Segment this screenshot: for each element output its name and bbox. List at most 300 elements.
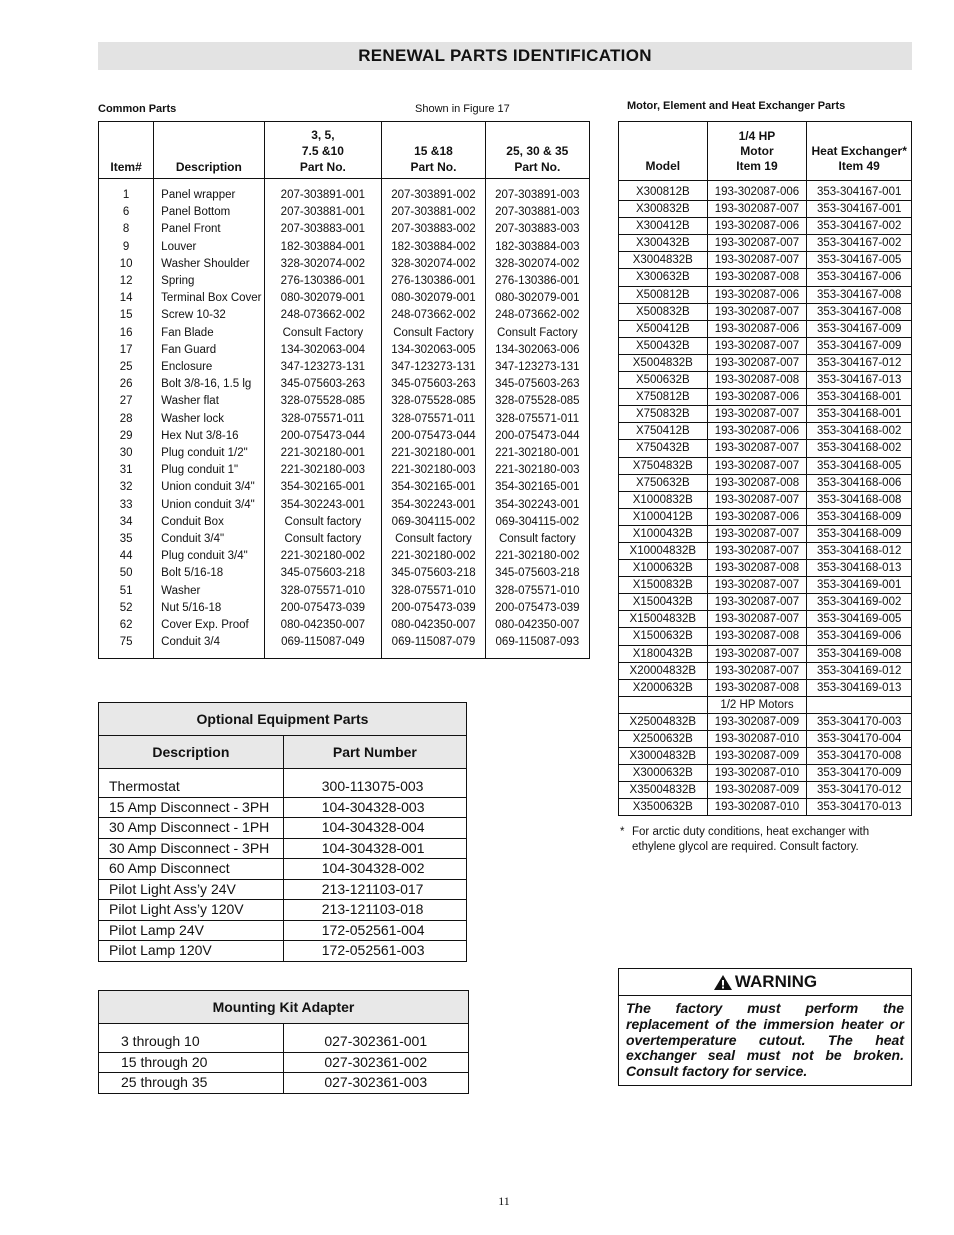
item-number: 29 [99, 428, 154, 445]
table-row [99, 239, 590, 256]
model-number: X300832B [619, 201, 708, 218]
motor-part-no: 193-302087-007 [707, 611, 807, 628]
motor-part-no: 193-302087-009 [707, 713, 807, 730]
table-row [99, 600, 590, 617]
part-description: Cover Exp. Proof [154, 617, 264, 634]
table-row [619, 491, 912, 508]
part-no-3-10: 221-302180-003 [264, 462, 382, 479]
table-row [619, 218, 912, 235]
part-no-3-10: 347-123273-131 [264, 359, 382, 376]
model-number: X15004832B [619, 611, 708, 628]
motor-parts-table [618, 121, 912, 816]
kit-size-range: 25 through 35 [99, 1073, 284, 1094]
table-row [619, 628, 912, 645]
model-number: X25004832B [619, 713, 708, 730]
heat-exchanger-part-no: 353-304168-009 [807, 525, 912, 542]
model-number: X2500632B [619, 731, 708, 748]
table-row [99, 634, 590, 659]
item-number: 12 [99, 273, 154, 290]
part-no-3-10: 354-302243-001 [264, 497, 382, 514]
item-number: 16 [99, 325, 154, 342]
motor-part-no: 193-302087-006 [707, 389, 807, 406]
part-no-3-10: 221-302180-001 [264, 445, 382, 462]
part-no-25-35: 200-075473-044 [485, 428, 589, 445]
heat-exchanger-part-no: 353-304168-005 [807, 457, 912, 474]
part-description: Panel Bottom [154, 204, 264, 221]
item-number: 17 [99, 342, 154, 359]
motor-part-no: 193-302087-007 [707, 457, 807, 474]
table-row [619, 286, 912, 303]
page-number: 11 [498, 1194, 510, 1208]
kit-part-number: 027-302361-001 [284, 1024, 469, 1053]
warning-title: WARNING [734, 972, 818, 991]
table-row [619, 577, 912, 594]
part-no-3-10: 328-302074-002 [264, 256, 382, 273]
part-no-3-10: Consult factory [264, 514, 382, 531]
motor-part-no: 193-302087-007 [707, 662, 807, 679]
part-description: Fan Guard [154, 342, 264, 359]
part-no-15-18: 080-302079-001 [382, 290, 485, 307]
part-no-15-18: 276-130386-001 [382, 273, 485, 290]
part-no-25-35: 345-075603-218 [485, 565, 589, 582]
table-row [619, 372, 912, 389]
part-no-25-35: 328-075528-085 [485, 393, 589, 410]
heat-exchanger-part-no: 353-304168-009 [807, 508, 912, 525]
table-row [619, 560, 912, 577]
option-part-number: 172-052561-003 [283, 941, 466, 962]
page-title: RENEWAL PARTS IDENTIFICATION [358, 46, 652, 65]
table-row [99, 900, 467, 921]
table-row [619, 782, 912, 799]
option-description: Thermostat [99, 769, 284, 798]
table-row [99, 204, 590, 221]
part-no-3-10: 345-075603-263 [264, 376, 382, 393]
part-description: Union conduit 3/4" [154, 479, 264, 496]
table-row [99, 221, 590, 238]
kit-size-range: 3 through 10 [99, 1024, 284, 1053]
heat-exchanger-part-no: 353-304167-012 [807, 354, 912, 371]
part-no-25-35: 134-302063-006 [485, 342, 589, 359]
model-number: X750632B [619, 474, 708, 491]
motor-part-no: 193-302087-007 [707, 491, 807, 508]
motor-part-no: 193-302087-009 [707, 748, 807, 765]
motor-part-no: 193-302087-010 [707, 765, 807, 782]
part-description: Panel wrapper [154, 179, 264, 205]
col-header: 1/4 HP Motor Item 19 [707, 122, 807, 181]
option-description: Pilot Light Ass’y 24V [99, 879, 284, 900]
table-row [99, 531, 590, 548]
mounting-kit-title: Mounting Kit Adapter [99, 991, 469, 1024]
part-no-15-18: 182-303884-002 [382, 239, 485, 256]
heat-exchanger-part-no: 353-304169-005 [807, 611, 912, 628]
page-banner [98, 42, 912, 70]
mounting-kit-table [98, 990, 469, 1094]
heat-exchanger-part-no: 353-304169-002 [807, 594, 912, 611]
item-number: 33 [99, 497, 154, 514]
option-description: 60 Amp Disconnect [99, 859, 284, 880]
heat-exchanger-part-no: 353-304170-003 [807, 713, 912, 730]
motor-part-no: 193-302087-009 [707, 782, 807, 799]
motor-part-no: 1/2 HP Motors [707, 696, 807, 713]
model-number: X1000412B [619, 508, 708, 525]
motor-parts-body [619, 181, 912, 816]
option-description: 30 Amp Disconnect - 1PH [99, 818, 284, 839]
part-no-15-18: 221-302180-002 [382, 548, 485, 565]
heat-exchanger-part-no: 353-304167-002 [807, 235, 912, 252]
part-description: Fan Blade [154, 325, 264, 342]
heat-exchanger-part-no: 353-304167-001 [807, 201, 912, 218]
model-number: X3004832B [619, 252, 708, 269]
table-row [99, 879, 467, 900]
option-part-number: 104-304328-002 [283, 859, 466, 880]
table-row [99, 342, 590, 359]
part-description: Washer Shoulder [154, 256, 264, 273]
part-no-25-35: 221-302180-001 [485, 445, 589, 462]
part-no-3-10: 221-302180-002 [264, 548, 382, 565]
part-description: Terminal Box Cover [154, 290, 264, 307]
motor-part-no: 193-302087-006 [707, 181, 807, 201]
model-number: X500412B [619, 320, 708, 337]
heat-exchanger-part-no: 353-304167-002 [807, 218, 912, 235]
item-number: 31 [99, 462, 154, 479]
common-parts-body [99, 179, 590, 659]
part-description: Washer lock [154, 411, 264, 428]
heat-exchanger-part-no: 353-304170-009 [807, 765, 912, 782]
motor-part-no: 193-302087-010 [707, 731, 807, 748]
model-number: X1500832B [619, 577, 708, 594]
table-row [619, 542, 912, 559]
part-no-3-10: Consult factory [264, 531, 382, 548]
kit-part-number: 027-302361-002 [284, 1052, 469, 1073]
item-number: 15 [99, 307, 154, 324]
table-row [619, 320, 912, 337]
part-no-15-18: 354-302243-001 [382, 497, 485, 514]
part-no-15-18: Consult Factory [382, 325, 485, 342]
optional-equipment-table [98, 702, 467, 962]
item-number: 26 [99, 376, 154, 393]
model-number: X10004832B [619, 542, 708, 559]
model-number: X750832B [619, 406, 708, 423]
part-no-3-10: 276-130386-001 [264, 273, 382, 290]
part-no-25-35: 200-075473-039 [485, 600, 589, 617]
part-no-3-10: 080-042350-007 [264, 617, 382, 634]
option-part-number: 104-304328-001 [283, 838, 466, 859]
table-row [619, 799, 912, 816]
part-no-25-35: 080-302079-001 [485, 290, 589, 307]
heat-exchanger-part-no: 353-304168-006 [807, 474, 912, 491]
heat-exchanger-part-no: 353-304169-006 [807, 628, 912, 645]
heat-exchanger-part-no: 353-304167-001 [807, 181, 912, 201]
item-number: 52 [99, 600, 154, 617]
item-number: 6 [99, 204, 154, 221]
part-no-25-35: 347-123273-131 [485, 359, 589, 376]
heat-exchanger-part-no: 353-304169-012 [807, 662, 912, 679]
part-no-15-18: 200-075473-044 [382, 428, 485, 445]
table-row [619, 269, 912, 286]
part-no-3-10: 248-073662-002 [264, 307, 382, 324]
part-description: Conduit 3/4" [154, 531, 264, 548]
option-description: 15 Amp Disconnect - 3PH [99, 797, 284, 818]
item-number: 10 [99, 256, 154, 273]
motor-part-no: 193-302087-006 [707, 218, 807, 235]
motor-part-no: 193-302087-008 [707, 474, 807, 491]
part-description: Hex Nut 3/8-16 [154, 428, 264, 445]
part-no-3-10: 207-303881-001 [264, 204, 382, 221]
part-description: Panel Front [154, 221, 264, 238]
model-number: X1500432B [619, 594, 708, 611]
part-no-3-10: 345-075603-218 [264, 565, 382, 582]
heat-exchanger-part-no: 353-304169-001 [807, 577, 912, 594]
optional-equipment-title: Optional Equipment Parts [99, 703, 467, 736]
motor-part-no: 193-302087-007 [707, 303, 807, 320]
table-row [99, 411, 590, 428]
option-part-number: 213-121103-018 [283, 900, 466, 921]
model-number: X1000632B [619, 560, 708, 577]
model-number: X1500632B [619, 628, 708, 645]
heat-exchanger-part-no: 353-304169-008 [807, 645, 912, 662]
part-description: Conduit Box [154, 514, 264, 531]
motor-part-no: 193-302087-007 [707, 201, 807, 218]
table-row [99, 1052, 469, 1073]
table-row [99, 376, 590, 393]
model-number: X300812B [619, 181, 708, 201]
warning-box [618, 968, 912, 1086]
part-no-15-18: 345-075603-218 [382, 565, 485, 582]
col-header: Item# [99, 122, 154, 179]
part-no-25-35: 207-303883-003 [485, 221, 589, 238]
col-header: Part Number [283, 736, 466, 769]
part-description: Union conduit 3/4" [154, 497, 264, 514]
item-number: 50 [99, 565, 154, 582]
option-description: Pilot Lamp 120V [99, 941, 284, 962]
model-number: X750412B [619, 423, 708, 440]
heat-exchanger-part-no [807, 696, 912, 713]
part-no-25-35: 248-073662-002 [485, 307, 589, 324]
model-number: X20004832B [619, 662, 708, 679]
model-number: X750432B [619, 440, 708, 457]
table-row [99, 548, 590, 565]
footnote-marker: * [620, 826, 625, 838]
table-row [99, 920, 467, 941]
table-row [619, 252, 912, 269]
motor-part-no: 193-302087-007 [707, 594, 807, 611]
table-row [99, 393, 590, 410]
table-row [99, 838, 467, 859]
item-number: 34 [99, 514, 154, 531]
option-part-number: 104-304328-003 [283, 797, 466, 818]
item-number: 9 [99, 239, 154, 256]
part-description: Plug conduit 3/4" [154, 548, 264, 565]
motor-part-no: 193-302087-007 [707, 354, 807, 371]
part-no-3-10: 069-115087-049 [264, 634, 382, 659]
model-number: X35004832B [619, 782, 708, 799]
item-number: 32 [99, 479, 154, 496]
heat-exchanger-part-no: 353-304170-012 [807, 782, 912, 799]
motor-part-no: 193-302087-010 [707, 799, 807, 816]
part-no-3-10: 207-303883-001 [264, 221, 382, 238]
part-description: Screw 10-32 [154, 307, 264, 324]
heat-exchanger-part-no: 353-304168-013 [807, 560, 912, 577]
part-description: Washer [154, 583, 264, 600]
part-description: Bolt 5/16-18 [154, 565, 264, 582]
table-row [99, 1073, 469, 1094]
motor-part-no: 193-302087-008 [707, 269, 807, 286]
item-number: 51 [99, 583, 154, 600]
table-row [619, 525, 912, 542]
table-row [619, 765, 912, 782]
motor-header-row [619, 122, 912, 181]
warning-header [619, 969, 911, 996]
part-no-25-35: 328-075571-010 [485, 583, 589, 600]
motor-part-no: 193-302087-006 [707, 508, 807, 525]
motor-part-no: 193-302087-007 [707, 645, 807, 662]
common-parts-table [98, 121, 590, 659]
table-row [99, 583, 590, 600]
part-no-25-35: 354-302165-001 [485, 479, 589, 496]
model-number: X7504832B [619, 457, 708, 474]
model-number: X300432B [619, 235, 708, 252]
item-number: 44 [99, 548, 154, 565]
mounting-kit-body [99, 1024, 469, 1094]
motor-part-no: 193-302087-007 [707, 440, 807, 457]
table-row [619, 201, 912, 218]
part-no-15-18: 069-115087-079 [382, 634, 485, 659]
part-no-25-35: 354-302243-001 [485, 497, 589, 514]
table-row [99, 462, 590, 479]
item-number: 62 [99, 617, 154, 634]
table-row [619, 406, 912, 423]
model-number: X500632B [619, 372, 708, 389]
item-number: 30 [99, 445, 154, 462]
part-no-3-10: 328-075571-011 [264, 411, 382, 428]
table-row [99, 818, 467, 839]
motor-part-no: 193-302087-007 [707, 406, 807, 423]
part-no-3-10: Consult Factory [264, 325, 382, 342]
model-number: X500832B [619, 303, 708, 320]
footnote-text: For arctic duty conditions, heat exchanger with ethylene glycol are required. Consult factory. [632, 826, 870, 853]
table-row [619, 440, 912, 457]
heat-exchanger-part-no: 353-304167-008 [807, 286, 912, 303]
part-no-3-10: 328-075528-085 [264, 393, 382, 410]
model-number: X2000632B [619, 679, 708, 696]
part-no-25-35: 328-075571-011 [485, 411, 589, 428]
table-row [99, 514, 590, 531]
model-number: X30004832B [619, 748, 708, 765]
part-no-15-18: 134-302063-005 [382, 342, 485, 359]
table-row [619, 713, 912, 730]
item-number: 75 [99, 634, 154, 659]
part-no-15-18: 328-075571-011 [382, 411, 485, 428]
option-description: Pilot Light Ass’y 120V [99, 900, 284, 921]
part-no-15-18: 248-073662-002 [382, 307, 485, 324]
part-no-3-10: 328-075571-010 [264, 583, 382, 600]
heat-exchanger-part-no: 353-304167-005 [807, 252, 912, 269]
model-number: X1000432B [619, 525, 708, 542]
table-row [619, 645, 912, 662]
part-no-15-18: 354-302165-001 [382, 479, 485, 496]
warning-text: The factory must perform the replacement of the immersion heater or overtemperature cutout. The heat exchanger seal must not be broken. Consult factory for service. [626, 1000, 904, 1080]
option-description: 30 Amp Disconnect - 3PH [99, 838, 284, 859]
part-no-3-10: 182-303884-001 [264, 239, 382, 256]
table-row [619, 611, 912, 628]
part-no-3-10: 200-075473-039 [264, 600, 382, 617]
table-row [619, 181, 912, 201]
part-no-25-35: 328-302074-002 [485, 256, 589, 273]
heat-exchanger-part-no: 353-304169-013 [807, 679, 912, 696]
table-row [99, 428, 590, 445]
common-header-row [99, 122, 590, 179]
table-row [99, 273, 590, 290]
table-row [99, 179, 590, 205]
part-no-25-35: 221-302180-003 [485, 462, 589, 479]
motor-part-no: 193-302087-007 [707, 235, 807, 252]
model-number: X1800432B [619, 645, 708, 662]
part-no-15-18: 069-304115-002 [382, 514, 485, 531]
part-no-15-18: Consult factory [382, 531, 485, 548]
item-number: 35 [99, 531, 154, 548]
item-number: 25 [99, 359, 154, 376]
part-description: Enclosure [154, 359, 264, 376]
part-no-15-18: 328-075571-010 [382, 583, 485, 600]
part-no-15-18: 328-302074-002 [382, 256, 485, 273]
heat-exchanger-part-no: 353-304168-012 [807, 542, 912, 559]
table-row [99, 290, 590, 307]
table-row [99, 325, 590, 342]
model-number: X3000632B [619, 765, 708, 782]
table-row [99, 859, 467, 880]
table-row [99, 256, 590, 273]
col-header: Description [154, 122, 264, 179]
item-number: 14 [99, 290, 154, 307]
part-no-15-18: 207-303881-002 [382, 204, 485, 221]
part-no-15-18: 221-302180-001 [382, 445, 485, 462]
heat-exchanger-part-no: 353-304168-001 [807, 389, 912, 406]
common-parts-title: Common Parts [98, 103, 177, 115]
option-part-number: 300-113075-003 [283, 769, 466, 798]
part-no-25-35: 069-115087-093 [485, 634, 589, 659]
motor-part-no: 193-302087-008 [707, 679, 807, 696]
part-description: Spring [154, 273, 264, 290]
heat-exchanger-part-no: 353-304170-008 [807, 748, 912, 765]
part-no-3-10: 134-302063-004 [264, 342, 382, 359]
model-number: X750812B [619, 389, 708, 406]
warning-triangle-icon [713, 974, 733, 991]
part-no-15-18: 200-075473-039 [382, 600, 485, 617]
motor-part-no: 193-302087-006 [707, 320, 807, 337]
item-number: 28 [99, 411, 154, 428]
part-no-25-35: 207-303881-003 [485, 204, 589, 221]
option-part-number: 213-121103-017 [283, 879, 466, 900]
part-no-15-18: 207-303891-002 [382, 179, 485, 205]
table-row [99, 307, 590, 324]
part-no-3-10: 207-303891-001 [264, 179, 382, 205]
part-no-25-35: 207-303891-003 [485, 179, 589, 205]
motor-part-no: 193-302087-006 [707, 286, 807, 303]
kit-size-range: 15 through 20 [99, 1052, 284, 1073]
motor-part-no: 193-302087-007 [707, 337, 807, 354]
heat-exchanger-part-no: 353-304168-001 [807, 406, 912, 423]
model-number [619, 696, 708, 713]
option-part-number: 104-304328-004 [283, 818, 466, 839]
table-row [619, 389, 912, 406]
option-part-number: 172-052561-004 [283, 920, 466, 941]
part-no-25-35: 276-130386-001 [485, 273, 589, 290]
part-no-25-35: Consult Factory [485, 325, 589, 342]
part-description: Nut 5/16-18 [154, 600, 264, 617]
model-number: X1000832B [619, 491, 708, 508]
part-description: Plug conduit 1/2" [154, 445, 264, 462]
heat-exchanger-part-no: 353-304168-002 [807, 423, 912, 440]
